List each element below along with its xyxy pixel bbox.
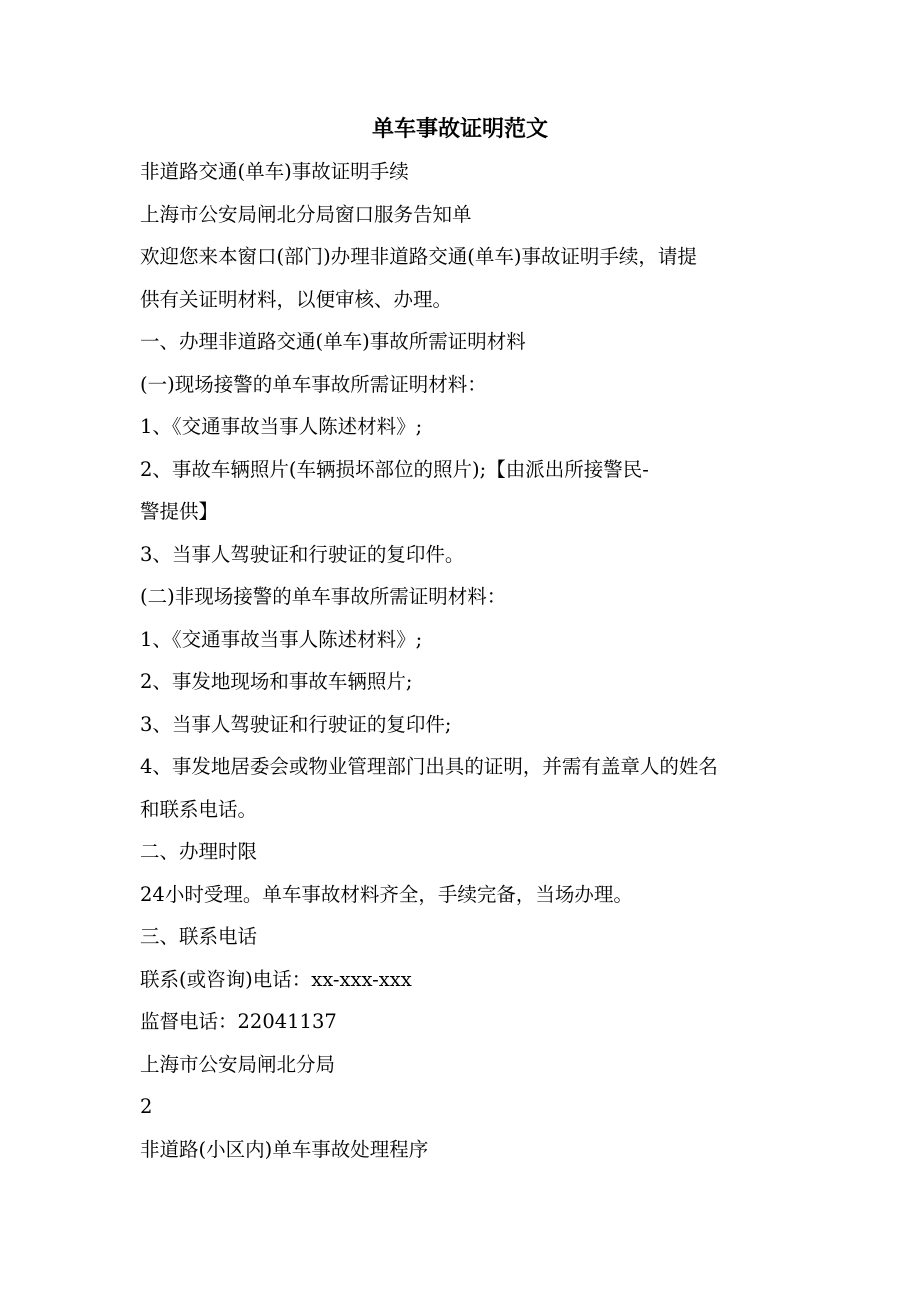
text-line: 4、事发地居委会或物业管理部门出具的证明，并需有盖章人的姓名 xyxy=(140,755,718,778)
text-line: 和联系电话。 xyxy=(140,797,258,821)
text-line: 非道路(小区内)单车事故处理程序 xyxy=(140,1137,429,1161)
text-line: 3、当事人驾驶证和行驶证的复印件; xyxy=(140,712,452,736)
document-title: 单车事故证明范文 xyxy=(371,116,548,142)
text-line: (二)非现场接警的单车事故所需证明材料： xyxy=(140,585,507,608)
text-line: 2、事故车辆照片(车辆损坏部位的照片);【由派出所接警民- xyxy=(140,457,649,481)
text-line: 上海市公安局闸北分局窗口服务告知单 xyxy=(140,202,472,226)
text-line: 供有关证明材料，以便审核、办理。 xyxy=(140,287,453,311)
text-line: 二、办理时限 xyxy=(140,840,258,863)
text-line: 欢迎您来本窗口(部门)办理非道路交通(单车)事故证明手续，请提 xyxy=(140,245,697,268)
text-line: 联系(或咨询)电话：xx-xxx-xxx xyxy=(140,967,412,991)
text-line: 3、当事人驾驶证和行驶证的复印件。 xyxy=(140,542,465,566)
text-line: (一)现场接警的单车事故所需证明材料： xyxy=(140,372,487,396)
text-line: 监督电话：22041137 xyxy=(140,1010,337,1033)
text-line: 1、《交通事故当事人陈述材料》; xyxy=(140,415,423,438)
text-line: 2、事发地现场和事故车辆照片; xyxy=(140,670,413,693)
text-line: 警提供】 xyxy=(140,500,219,523)
text-line: 1、《交通事故当事人陈述材料》; xyxy=(140,627,423,651)
document-body xyxy=(140,156,790,1176)
text-line: 三、联系电话 xyxy=(140,925,258,948)
text-line: 24小时受理。单车事故材料齐全，手续完备，当场办理。 xyxy=(140,882,633,906)
page-number: 2 xyxy=(140,1095,153,1118)
text-line: 上海市公安局闸北分局 xyxy=(140,1052,336,1076)
text-line: 一、办理非道路交通(单车)事故所需证明材料 xyxy=(140,330,526,353)
text-line: 非道路交通(单车)事故证明手续 xyxy=(140,160,409,183)
